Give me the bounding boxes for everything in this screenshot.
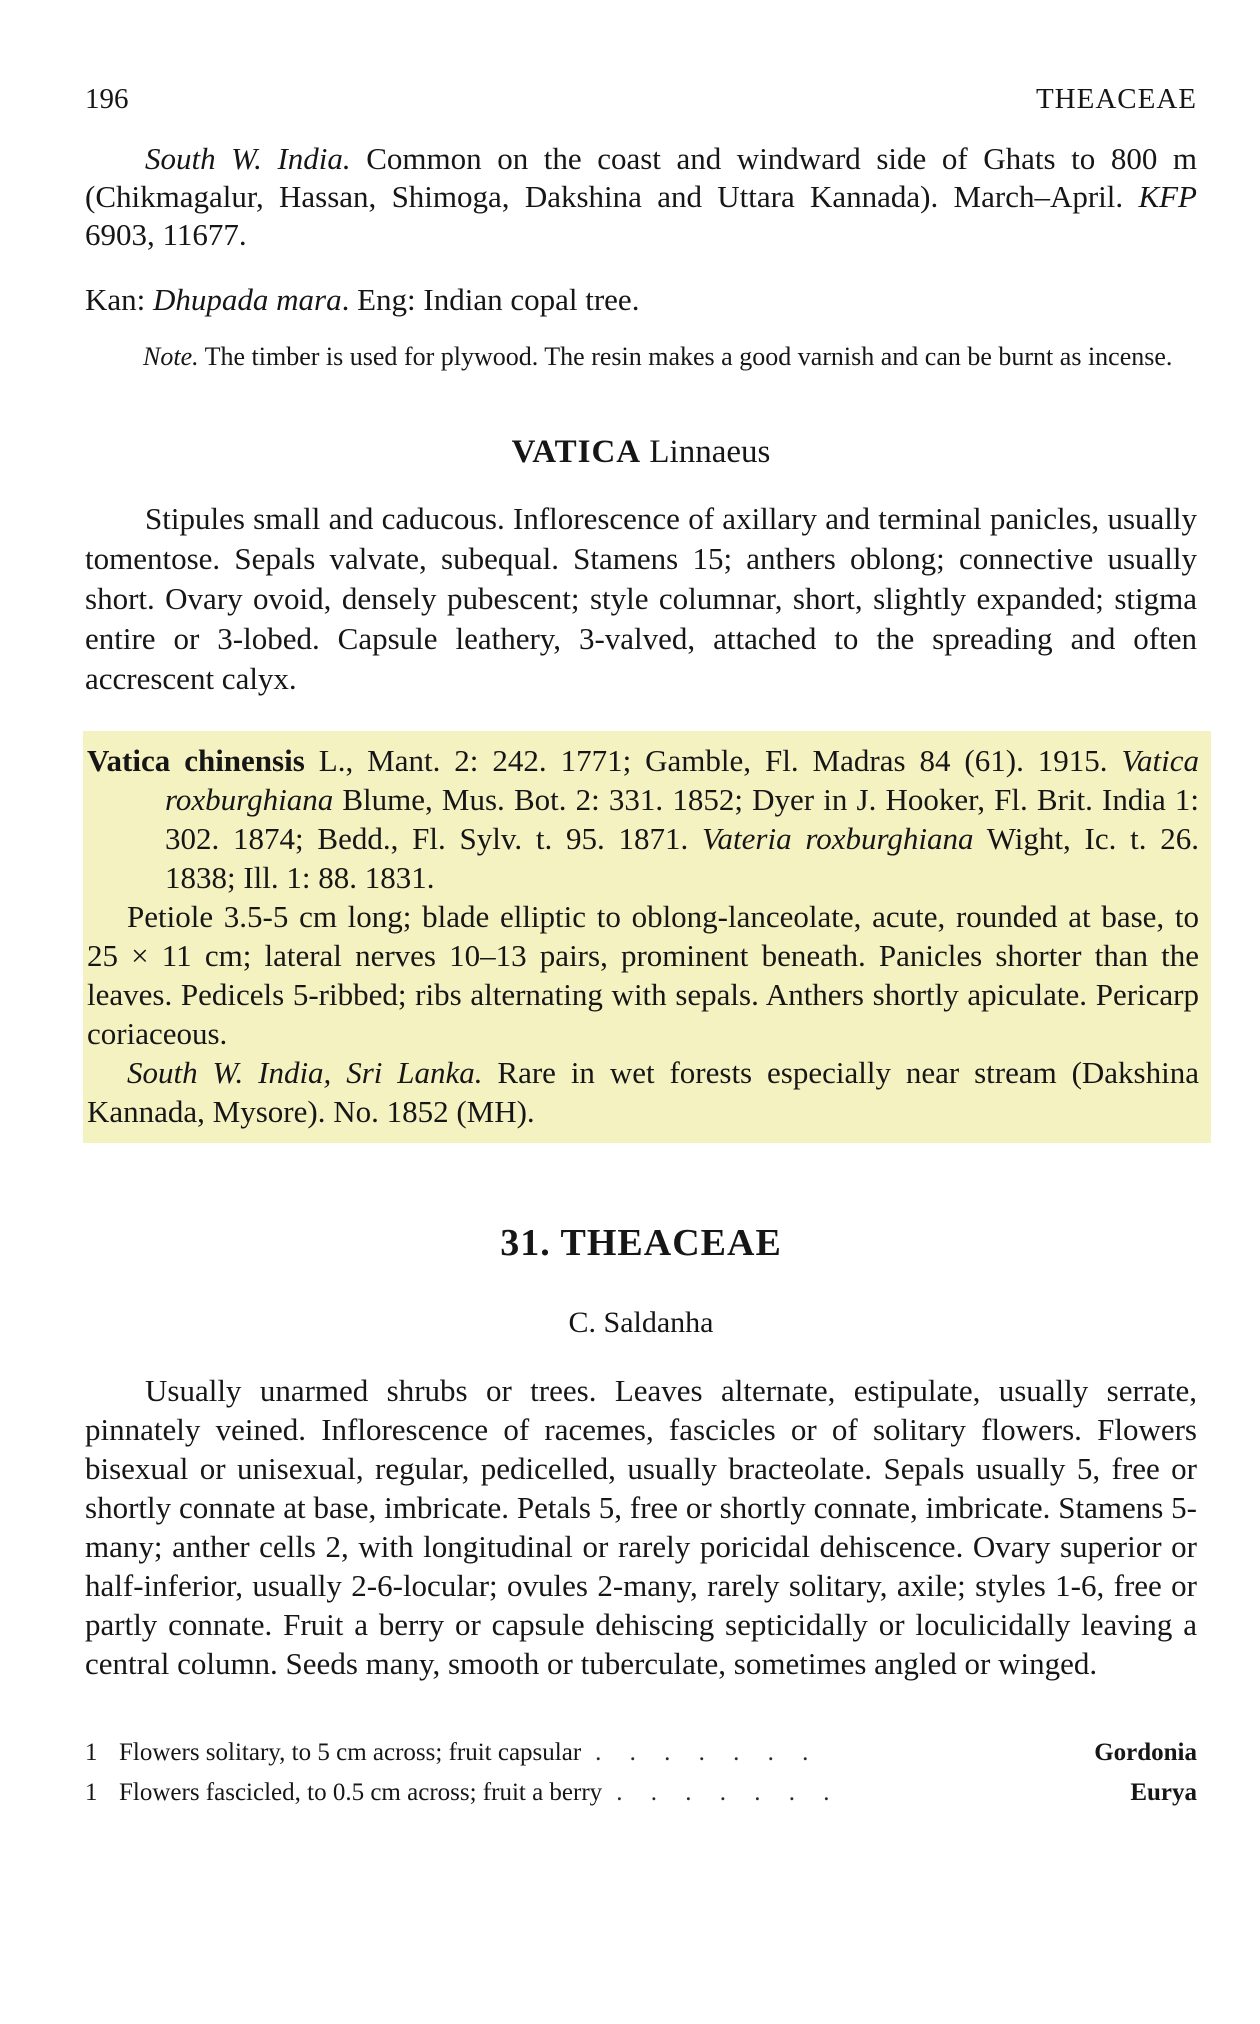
citation-text-c: Wight, Ic. t. 26. 1838; Ill. 1: 88. 1831. (165, 821, 1200, 895)
page-header (85, 83, 1197, 115)
species-note (85, 341, 1197, 372)
citation-text-b: Blume, Mus. Bot. 2: 331. 1852; Dyer in J. Hooker, Fl. Brit. India 1: 302. 1874; Bedd., Fl. Sylv. t. 95. 1871. (165, 782, 1199, 856)
family-section-heading: 31. THEACEAE (500, 1222, 782, 1264)
key-couplet-text: Flowers fascicled, to 0.5 cm across; fruit a berry (119, 1779, 603, 1806)
family-description-paragraph (85, 1371, 1197, 1683)
note-text: The timber is used for plywood. The resin makes a good varnish and can be burnt as incense. (198, 342, 1173, 371)
vernacular-text-eng: . Eng: Indian copal tree. (341, 282, 640, 317)
species-distribution-paragraph (85, 140, 1197, 254)
species-citation-paragraph (87, 741, 1199, 897)
species-name-bold: Vatica chinensis (87, 743, 305, 778)
key-couplet-number: 1 (85, 1779, 98, 1806)
identification-key (85, 1733, 1197, 1813)
book-page (85, 0, 1200, 1813)
key-genus-name: Eurya (1130, 1779, 1197, 1806)
page-number: 196 (85, 83, 129, 115)
genus-description-text: Stipules small and caducous. Inflorescence of axillary and terminal panicles, usually tomentose. Sepals valvate, subequal. Stamens 15; anthers oblong; connective usually short. Ovary ovoid, densely pubescent; style columnar, short, slightly expanded; stigma entire or 3-lobed. Capsule leathery, 3-valved, attached to the spreading and often accrescent calyx. (85, 501, 1197, 696)
vernacular-name-italic: Dhupada mara (153, 282, 342, 317)
vernacular-label-kan: Kan: (85, 282, 154, 317)
note-label-italic: Note. (143, 342, 199, 371)
key-leader-dots: . . . . . . . (616, 1779, 832, 1806)
distribution-region-italic: South W. India. (145, 141, 351, 176)
synonym-name-italic-a: Vatica roxburghiana (165, 743, 1199, 817)
citation-text-a: L., Mant. 2: 242. 1771; Gamble, Fl. Madras 84 (61). 1915. (304, 743, 1122, 778)
genus-heading (85, 432, 1197, 472)
genus-description-paragraph (85, 499, 1197, 699)
key-row (85, 1733, 1197, 1773)
key-row (85, 1773, 1197, 1813)
species-range-paragraph (87, 1053, 1199, 1131)
species-range-italic: South W. India, Sri Lanka. (127, 1055, 483, 1090)
key-leader-dots: . . . . . . . (595, 1739, 811, 1766)
collector-abbrev-italic: KFP (1138, 179, 1197, 214)
distribution-text: Common on the coast and windward side of Ghats to 800 m (Chikmagalur, Hassan, Shimoga, Dakshina and Uttara Kannada). March–April. (85, 141, 1197, 214)
collection-numbers: 6903, 11677. (85, 217, 247, 252)
species-range-text: Rare in wet forests especially near stream (Dakshina Kannada, Mysore). No. 1852 (MH). (87, 1055, 1199, 1129)
family-description-text: Usually unarmed shrubs or trees. Leaves alternate, estipulate, usually serrate, pinnately veined. Inflorescence of racemes, fascicles or of solitary flowers. Flowers bisexual or unisexual, regular, pedicelled, usually bracteolate. Sepals usually 5, free or shortly connate at base, imbricate. Petals 5, free or shortly connate, imbricate. Stamens 5-many; anther cells 2, with longitudinal or rarely poricidal dehiscence. Ovary superior or half-inferior, usually 2-6-locular; ovules 2-many, rarely solitary, axile; styles 1-6, free or partly connate. Fruit a berry or capsule dehiscing septicidally or loculicidally leaving a central column. Seeds many, smooth or tuberculate, sometimes angled or winged. (85, 1373, 1197, 1681)
key-genus-name: Gordonia (1094, 1739, 1197, 1766)
species-description-text: Petiole 3.5-5 cm long; blade elliptic to oblong-lanceolate, acute, rounded at base, to 25 × 11 cm; lateral nerves 10–13 pairs, prominent beneath. Panicles shorter than the leaves. Pedicels 5-ribbed; ribs alternating with sepals. Anthers shortly apiculate. Pericarp coriaceous. (87, 899, 1199, 1051)
synonym-name-italic-b: Vateria roxburghiana (702, 821, 974, 856)
family-author: C. Saldanha (568, 1306, 714, 1339)
genus-authority: Linnaeus (641, 434, 771, 470)
running-header: THEACEAE (1035, 83, 1197, 115)
highlighted-species-block (83, 731, 1211, 1143)
genus-name: VATICA (511, 434, 642, 470)
key-couplet-text: Flowers solitary, to 5 cm across; fruit capsular (119, 1739, 582, 1766)
key-couplet-number: 1 (85, 1739, 98, 1766)
vernacular-names-line (85, 281, 1197, 319)
species-description-paragraph (87, 897, 1199, 1053)
